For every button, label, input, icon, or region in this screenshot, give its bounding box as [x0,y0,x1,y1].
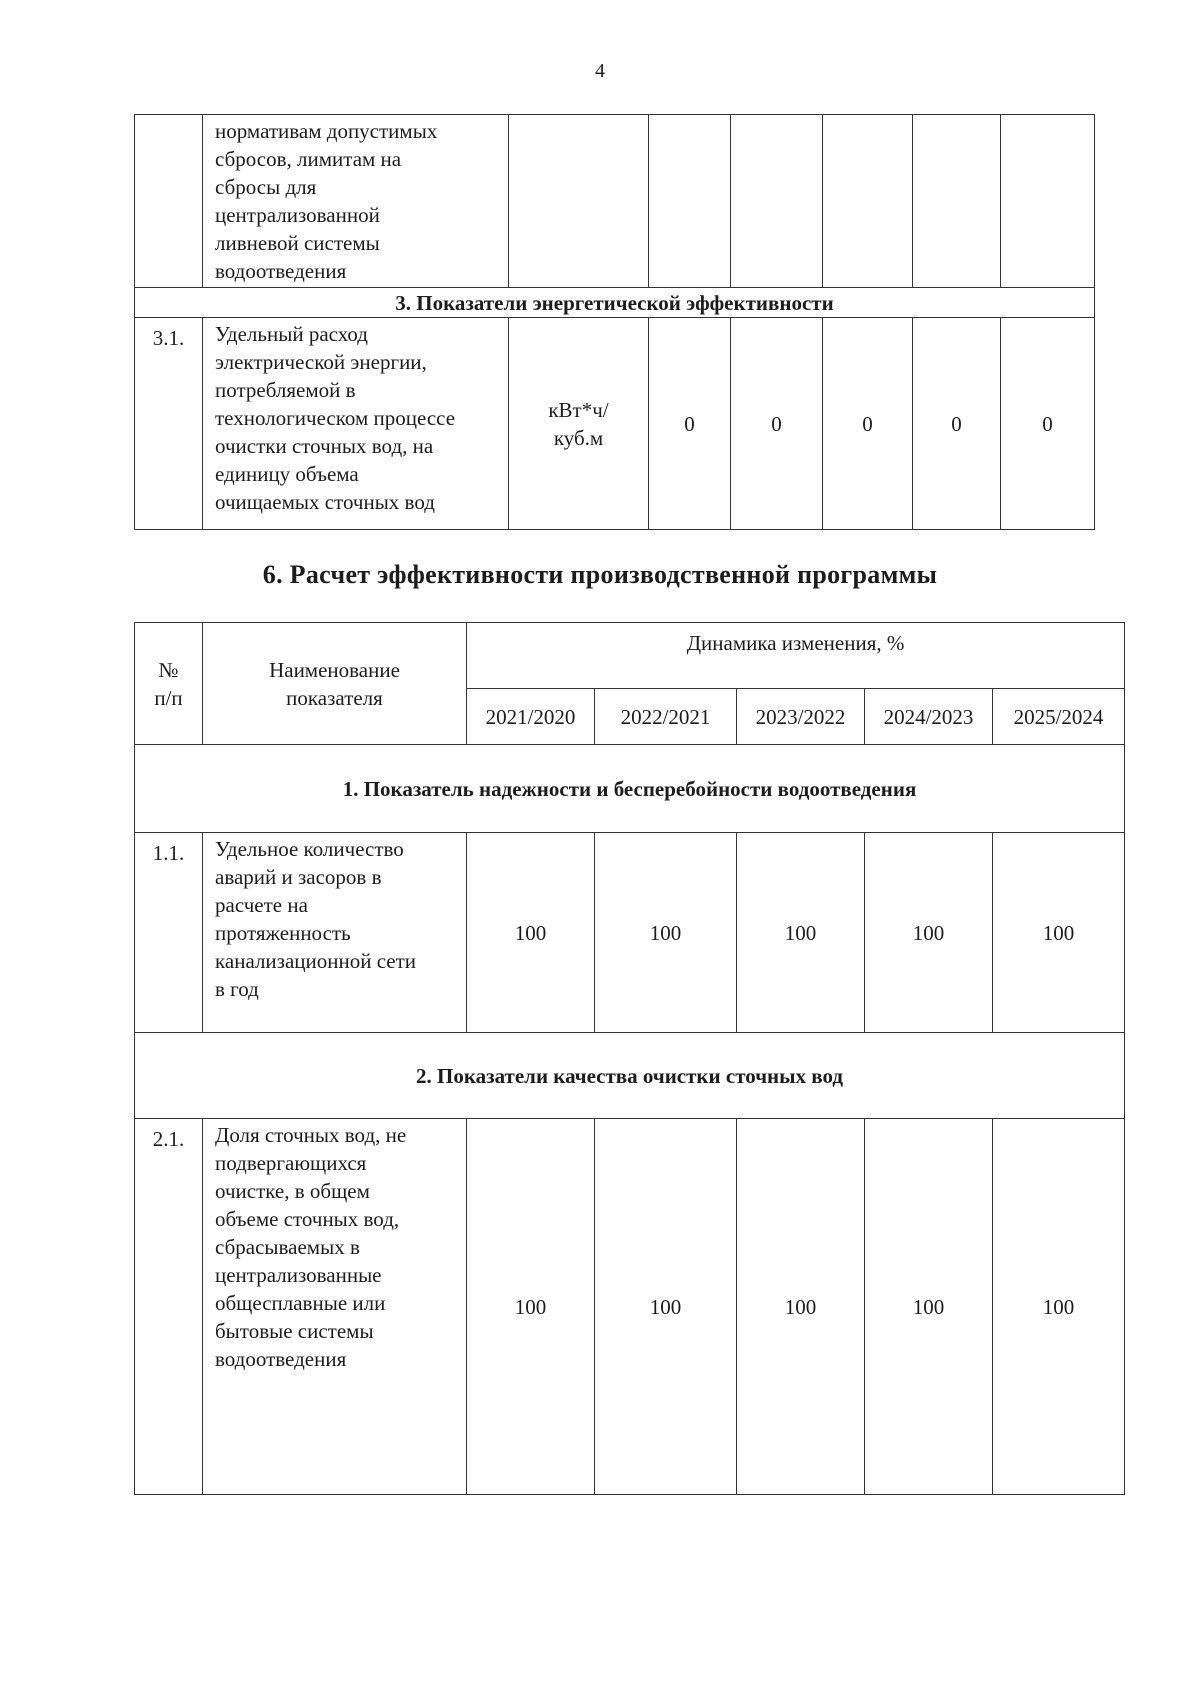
unit-cell [509,115,649,288]
text-line: централизованной [215,203,380,227]
text-line: единицу объема [215,462,359,486]
section-row [135,1033,1125,1119]
unit-cell [509,318,649,530]
table-row [135,115,1095,288]
value-cell: 100 [993,833,1125,1033]
text-line: бытовые системы [215,1319,374,1343]
year-header: 2024/2023 [865,689,993,745]
text-line: сбросов, лимитам на [215,147,402,171]
row-number-cell: 2.1. [135,1119,203,1495]
section-row [135,745,1125,833]
text-line: расчете на [215,893,308,917]
row-number-cell: 3.1. [135,318,203,530]
value-cell: 100 [865,1119,993,1495]
text-line: Удельное количество [215,837,404,861]
table-row [135,1119,1125,1495]
value-cell: 100 [595,1119,737,1495]
section-6-title: 6. Расчет эффективности производственной программы [262,560,938,589]
text-line: нормативам допустимых [215,119,438,143]
text-line: очистке, в общем [215,1179,370,1203]
value-cell [649,115,731,288]
unit-line: кВт*ч/ [548,397,609,422]
value-cell: 100 [737,1119,865,1495]
text-line: потребляемой в [215,378,356,402]
text-line: подвергающихся [215,1151,367,1175]
dynamics-header: Динамика изменения, % [467,623,1125,689]
section-3-heading: 3. Показатели энергетической эффективности [135,288,1095,318]
value-cell: 0 [731,318,823,530]
text-line: в год [215,977,259,1001]
name-header [203,623,467,745]
value-cell: 100 [467,1119,595,1495]
text-line: водоотведения [215,259,347,283]
header-row [135,623,1125,689]
number-header [135,623,203,745]
value-cell: 100 [737,833,865,1033]
section-1-heading: 1. Показатель надежности и бесперебойности водоотведения [135,745,1125,833]
indicator-name-cell [203,1119,467,1495]
section-row [135,288,1095,318]
text-line: сбросы для [215,175,317,199]
text-line: очищаемых сточных вод [215,490,435,514]
value-cell: 0 [649,318,731,530]
value-cell: 0 [1001,318,1095,530]
value-cell: 100 [595,833,737,1033]
text-line: технологическом процессе [215,406,456,430]
header-line: № [158,657,179,682]
text-line: объеме сточных вод, [215,1207,400,1231]
header-line: Наименование [269,657,400,682]
text-line: очистки сточных вод, на [215,434,434,458]
year-header: 2025/2024 [993,689,1125,745]
indicator-name-cell [203,833,467,1033]
value-cell: 100 [865,833,993,1033]
header-line: показателя [286,685,383,710]
text-line: электрической энергии, [215,350,427,374]
text-line: канализационной сети [215,949,417,973]
page-number: 4 [595,60,605,82]
value-cell: 100 [993,1119,1125,1495]
year-header: 2022/2021 [595,689,737,745]
year-header: 2023/2022 [737,689,865,745]
value-cell [731,115,823,288]
text-line: ливневой системы [215,231,380,255]
text-line: общесплавные или [215,1291,386,1315]
value-cell [1001,115,1095,288]
text-line: аварий и засоров в [215,865,382,889]
text-line: протяженность [215,921,351,945]
value-cell: 0 [823,318,913,530]
unit-line: куб.м [553,425,604,450]
header-line: п/п [154,685,183,710]
indicator-name-cell [203,318,509,530]
text-line: централизованные [215,1263,382,1287]
table-row [135,833,1125,1033]
value-cell: 100 [467,833,595,1033]
text-line: сбрасываемых в [215,1235,360,1259]
table-row [135,318,1095,530]
indicator-name-cell [203,115,509,288]
row-number-cell [135,115,203,288]
value-cell [823,115,913,288]
text-line: Доля сточных вод, не [215,1123,407,1147]
value-cell [913,115,1001,288]
text-line: Удельный расход [215,322,368,346]
efficiency-table [134,622,1125,1495]
indicators-table-continued [134,114,1095,530]
year-header: 2021/2020 [467,689,595,745]
text-line: водоотведения [215,1347,347,1371]
row-number-cell: 1.1. [135,833,203,1033]
section-2-heading: 2. Показатели качества очистки сточных вод [135,1033,1125,1119]
value-cell: 0 [913,318,1001,530]
